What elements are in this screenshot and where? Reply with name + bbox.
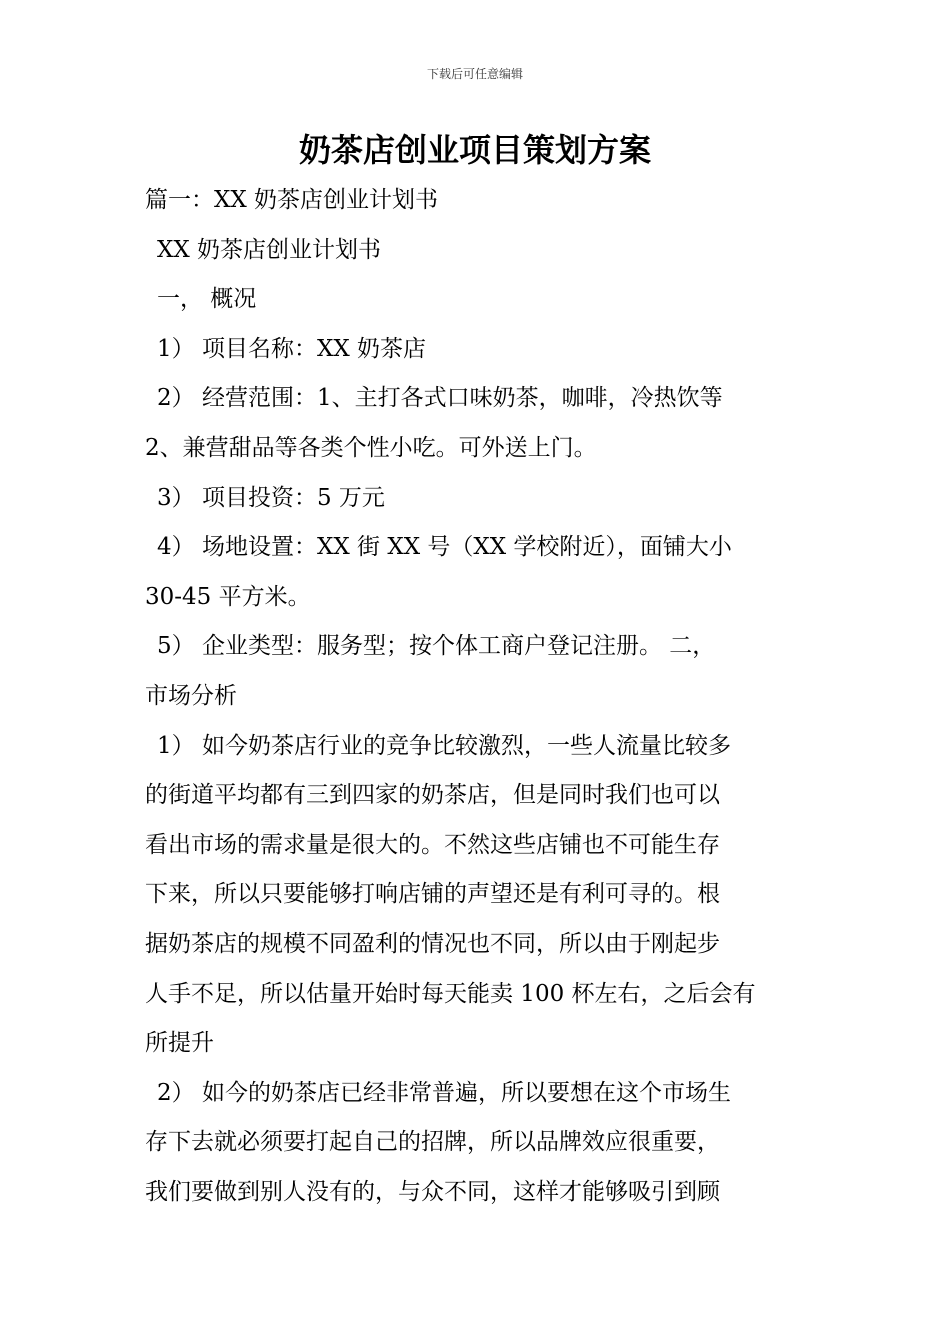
body-line: 3） 项目投资：5 万元 bbox=[157, 484, 385, 511]
document-title: 奶茶店创业项目策划方案 bbox=[298, 131, 651, 169]
body-line: 一， 概况 bbox=[157, 286, 257, 313]
body-line: 2） 经营范围：1、主打各式口味奶茶，咖啡，冷热饮等 bbox=[157, 385, 723, 412]
body-line: 人手不足，所以估量开始时每天能卖 100 杯左右，之后会有 bbox=[145, 980, 756, 1007]
body-line: 1） 项目名称：XX 奶茶店 bbox=[157, 335, 427, 362]
body-line: 5） 企业类型：服务型；按个体工商户登记注册。 二， bbox=[157, 633, 716, 660]
body-line: 市场分析 bbox=[145, 682, 237, 709]
body-line: 2） 如今的奶茶店已经非常普遍，所以要想在这个市场生 bbox=[157, 1079, 731, 1106]
body-line: 4） 场地设置：XX 街 XX 号（XX 学校附近），面铺大小 bbox=[157, 534, 732, 561]
header-note: 下载后可任意编辑 bbox=[426, 67, 523, 81]
body-line: 的街道平均都有三到四家的奶茶店，但是同时我们也可以 bbox=[145, 782, 720, 809]
body-line: 下来，所以只要能够打响店铺的声望还是有利可寻的。根 bbox=[145, 881, 720, 908]
body-line: 存下去就必须要打起自己的招牌，所以品牌效应很重要， bbox=[145, 1129, 720, 1156]
body-line: 所提升 bbox=[145, 1030, 214, 1057]
body-line: 篇一：XX 奶茶店创业计划书 bbox=[145, 187, 439, 213]
body-line: 1） 如今奶茶店行业的竞争比较激烈，一些人流量比较多 bbox=[157, 732, 731, 759]
body-line: 看出市场的需求量是很大的。不然这些店铺也不可能生存 bbox=[145, 831, 720, 858]
document-body bbox=[145, 176, 807, 1217]
body-line: XX 奶茶店创业计划书 bbox=[157, 236, 382, 263]
body-line: 据奶茶店的规模不同盈利的情况也不同，所以由于刚起步 bbox=[145, 930, 720, 957]
body-line: 30-45 平方米。 bbox=[145, 583, 311, 610]
body-line: 2、兼营甜品等各类个性小吃。可外送上门。 bbox=[145, 434, 597, 461]
body-line: 我们要做到别人没有的，与众不同，这样才能够吸引到顾 bbox=[145, 1178, 720, 1205]
